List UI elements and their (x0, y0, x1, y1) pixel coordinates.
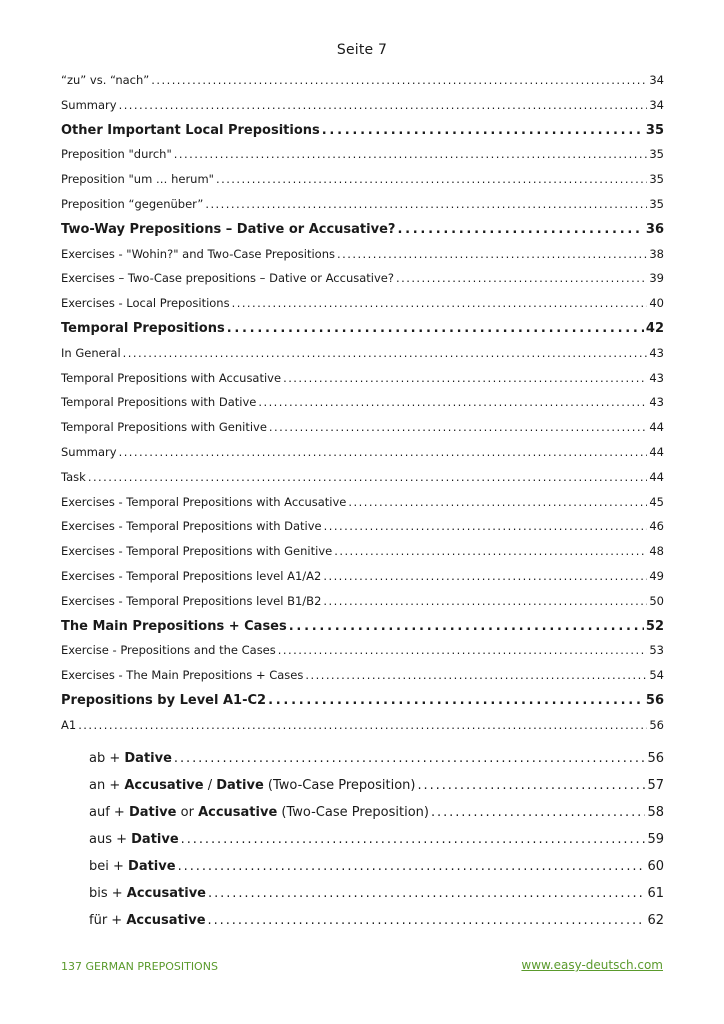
dot-leader (227, 320, 644, 337)
toc-sub-entry[interactable] (89, 858, 664, 885)
toc-entry-title: Exercises - Temporal Prepositions with Dative (61, 519, 322, 534)
dot-leader (323, 568, 647, 585)
toc-entry[interactable] (61, 171, 664, 196)
toc-entry[interactable] (61, 320, 664, 345)
dot-leader (216, 171, 647, 188)
toc-entry-page: 35 (649, 172, 664, 187)
dot-leader (337, 246, 647, 263)
case-name: Accusative (124, 777, 204, 793)
dot-leader (88, 469, 648, 486)
toc-entry-title: Temporal Prepositions with Genitive (61, 420, 267, 435)
toc-entry-page: 43 (649, 370, 664, 385)
toc-entry-title: Exercises - Temporal Prepositions level A1/A2 (61, 568, 322, 583)
toc-entry[interactable] (61, 295, 664, 320)
case-name: Accusative (126, 912, 206, 928)
toc-sub-entry[interactable] (89, 750, 664, 777)
toc-entry[interactable] (61, 270, 664, 295)
toc-entry[interactable] (61, 122, 664, 147)
case-name: Accusative (126, 885, 206, 901)
toc-entry-title: Exercises - Local Prepositions (61, 296, 230, 311)
toc-entry-page: 40 (649, 296, 664, 311)
dot-leader (334, 543, 647, 560)
title-text: (Two-Case Preposition) (277, 804, 429, 820)
footer-book-title: 137 GERMAN PREPOSITIONS (61, 960, 218, 973)
toc-sub-entry-title (89, 912, 206, 929)
toc-sub-entry-page: 60 (647, 858, 664, 874)
toc-entry-page: 56 (645, 692, 664, 708)
dot-leader (396, 270, 647, 287)
toc-entry-page: 44 (649, 444, 664, 459)
toc-entry-page: 35 (649, 147, 664, 162)
toc-sub-entry-title (89, 858, 176, 875)
toc-entry-title: Preposition "durch" (61, 147, 172, 162)
title-text: bis + (89, 885, 127, 901)
toc-entry-title: Summary (61, 97, 117, 112)
toc-entry-page: 34 (649, 73, 664, 87)
toc-entry-page: 39 (649, 271, 664, 286)
dot-leader (232, 295, 648, 312)
toc-entry[interactable] (61, 717, 664, 742)
dot-leader (205, 196, 647, 213)
toc-entry-title: Exercises – Two-Case prepositions – Dative or Accusative? (61, 271, 394, 286)
toc-entry-page: 42 (645, 320, 664, 336)
title-text: / (203, 777, 217, 793)
toc-entry-page: 45 (649, 494, 664, 509)
toc-sub-entry-page: 58 (647, 804, 664, 820)
title-text: für + (89, 912, 127, 928)
toc-entry-title: Exercises - The Main Prepositions + Cases (61, 668, 304, 683)
toc-entry[interactable] (61, 642, 664, 667)
toc-sub-entry-title (89, 804, 429, 821)
toc-entry-page: 46 (649, 519, 664, 534)
toc-sub-entry-page: 61 (647, 885, 664, 901)
toc-sub-entry-page: 59 (647, 831, 664, 847)
toc-entry-page: 53 (649, 643, 664, 658)
dot-leader (178, 858, 646, 875)
case-name: Dative (128, 804, 177, 820)
title-text: or (176, 804, 199, 820)
case-name: Dative (128, 858, 176, 874)
toc-entry-title: Exercises - "Wohin?" and Two-Case Prepositions (61, 246, 335, 261)
title-text: an + (89, 777, 125, 793)
toc-sub-entry-title (89, 885, 206, 902)
toc-entry-title: Preposition “gegenüber” (61, 196, 204, 211)
toc-entry-page: 35 (645, 122, 664, 138)
toc-entry-title: Exercise - Prepositions and the Cases (61, 643, 276, 658)
toc-sub-entry[interactable] (89, 912, 664, 939)
dot-leader (305, 667, 647, 684)
toc-entry-title: Temporal Prepositions with Dative (61, 395, 257, 410)
case-name: Accusative (198, 804, 278, 820)
toc-entry[interactable] (61, 419, 664, 444)
title-text: bei + (89, 858, 129, 874)
toc-entry[interactable] (61, 345, 664, 370)
title-text: auf + (89, 804, 129, 820)
toc-entry-title: Task (61, 469, 86, 484)
dot-leader (208, 912, 646, 929)
toc-sub-entry-page: 62 (647, 912, 664, 928)
dot-leader (283, 370, 647, 387)
dot-leader (431, 804, 645, 821)
dot-leader (181, 831, 646, 848)
toc-entry-title: Exercises - Temporal Prepositions level B1/B2 (61, 593, 322, 608)
toc-entry[interactable] (61, 568, 664, 593)
toc-entry-page: 52 (645, 618, 664, 634)
toc-entry-title: Prepositions by Level A1-C2 (61, 692, 267, 708)
toc-entry[interactable] (61, 618, 664, 643)
title-text: ab + (89, 750, 125, 766)
toc-entry-title: Exercises - Temporal Prepositions with Accusative (61, 494, 347, 509)
dot-leader (174, 750, 646, 767)
title-text: aus + (89, 831, 132, 847)
toc-entry-title: Two-Way Prepositions – Dative or Accusative? (61, 221, 396, 237)
toc-entry-title: Summary (61, 444, 117, 459)
toc-entry-page: 44 (649, 469, 664, 484)
toc-entry[interactable] (61, 543, 664, 568)
toc-entry-title: “zu” vs. “nach” (61, 73, 150, 87)
toc-sub-entry[interactable] (89, 885, 664, 912)
toc-entry[interactable] (61, 146, 664, 171)
dot-leader (123, 345, 648, 362)
toc-entry-title: Preposition "um … herum" (61, 172, 214, 187)
toc-sub-entry[interactable] (89, 804, 664, 831)
dot-leader (397, 221, 643, 238)
toc-sub-entry[interactable] (89, 777, 664, 804)
toc-entry[interactable] (61, 370, 664, 395)
toc-entry[interactable] (61, 221, 664, 246)
toc-sub-entry-page: 56 (647, 750, 664, 766)
dot-leader (417, 777, 645, 794)
toc-entry[interactable] (61, 692, 664, 717)
toc-entry-title: Temporal Prepositions (61, 320, 225, 336)
toc-entry-title: Exercises - Temporal Prepositions with Genitive (61, 544, 333, 559)
toc-entry-title: Other Important Local Prepositions (61, 122, 320, 138)
toc-sub-entry-page: 57 (647, 777, 664, 793)
dot-leader (269, 419, 647, 436)
dot-leader (322, 122, 644, 139)
dot-leader (174, 146, 648, 163)
dot-leader (78, 717, 647, 734)
table-of-contents (61, 72, 664, 939)
dot-leader (119, 97, 648, 114)
toc-entry-page: 44 (649, 420, 664, 435)
case-name: Dative (124, 750, 172, 766)
toc-entry[interactable] (61, 518, 664, 543)
toc-entry[interactable] (61, 593, 664, 618)
toc-sub-entry-title (89, 831, 179, 848)
dot-leader (268, 692, 644, 709)
dot-leader (119, 444, 648, 461)
toc-entry-title: A1 (61, 717, 77, 732)
dot-leader (289, 618, 644, 635)
toc-entry-page: 43 (649, 395, 664, 410)
toc-entry[interactable] (61, 72, 664, 97)
toc-entry-page: 48 (649, 544, 664, 559)
page-header: Seite 7 (336, 42, 388, 58)
toc-entry-page: 50 (649, 593, 664, 608)
toc-entry-title: In General (61, 345, 121, 360)
dot-leader (258, 394, 647, 411)
title-text: (Two-Case Preposition) (263, 777, 416, 793)
dot-leader (323, 593, 647, 610)
dot-leader (151, 72, 647, 89)
toc-entry[interactable] (61, 246, 664, 271)
footer-website-link[interactable]: www.easy-deutsch.com (521, 958, 663, 972)
dot-leader (278, 642, 648, 659)
case-name: Dative (216, 777, 264, 793)
toc-entry[interactable] (61, 444, 664, 469)
toc-entry-page: 35 (649, 196, 664, 211)
dot-leader (208, 885, 645, 902)
toc-sub-entry[interactable] (89, 831, 664, 858)
toc-entry[interactable] (61, 469, 664, 494)
toc-entry[interactable] (61, 394, 664, 419)
toc-entry-title: The Main Prepositions + Cases (61, 618, 287, 634)
toc-entry-page: 54 (649, 668, 664, 683)
dot-leader (324, 518, 648, 535)
toc-entry[interactable] (61, 196, 664, 221)
toc-entry-page: 43 (649, 345, 664, 360)
toc-entry-page: 36 (645, 221, 664, 237)
toc-entry-page: 38 (649, 246, 664, 261)
toc-entry[interactable] (61, 667, 664, 692)
toc-entry-title: Temporal Prepositions with Accusative (61, 370, 282, 385)
toc-entry[interactable] (61, 494, 664, 519)
toc-entry-page: 49 (649, 568, 664, 583)
toc-entry[interactable] (61, 97, 664, 122)
toc-entry-page: 34 (649, 97, 664, 112)
toc-sub-entry-title (89, 750, 172, 767)
case-name: Dative (131, 831, 179, 847)
dot-leader (348, 494, 647, 511)
toc-entry-page: 56 (649, 717, 664, 732)
toc-sub-entry-title (89, 777, 415, 794)
